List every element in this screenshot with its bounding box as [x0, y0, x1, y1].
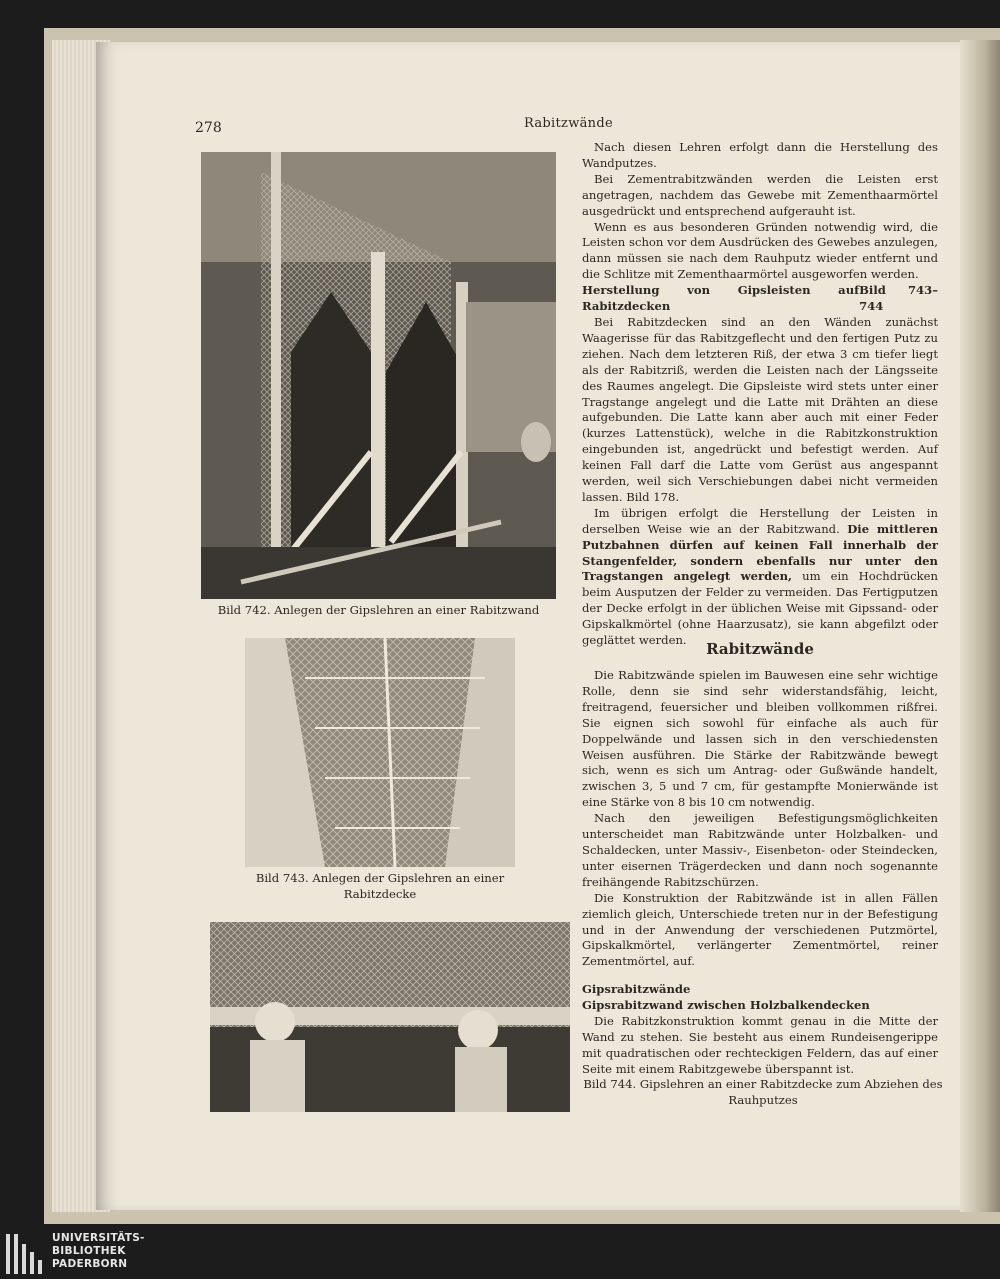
subheading-gipsrabitzwaende: Gipsrabitzwände — [582, 982, 691, 997]
paragraph-9: Die Rabitzkonstruktion kommt genau in die Mitte der Wand zu stehen. Sie besteht aus einem Rundeisengerippe mit quadratischen oder rechteckigen Feldern, das auf einer Seite mit einem Rabitzgewebe überspannt ist. — [582, 1014, 938, 1076]
subheading-gipsleisten-title: Herstellung von Gipsleisten auf Rabitzdecken — [582, 283, 860, 314]
paragraph-4: Bei Rabitzdecken sind an den Wänden zunächst Waagerisse für das Rabitzgeflecht und den fertigen Putz zu ziehen. Nach dem letzteren Riß, der etwa 3 cm tiefer liegt als der Rabitzriß, werden die Leisten nach der Längsseite des Raumes angelegt. Die Gipsleiste wird stets unter einer Tragstange angelegt und die Latte mit Drähten an diese aufgebunden. Die Latte kann aber auch mit einer Feder (kurzes Lattenstück), welche in die Rabitzkonstruktion eingebunden ist, angedrückt und befestigt werden. Auf keinen Fall darf die Latte vom Gerüst aus angespannt werden, weil sich Verschiebungen dabei nicht vermeiden lassen. Bild 178. — [582, 314, 938, 504]
paragraph-8: Die Konstruktion der Rabitzwände ist in allen Fällen ziemlich gleich, Unterschiede treten nur in der Befestigung und in der Anwendung der verschiedenen Putzmörtel, Gipskalkmörtel, verlängerter Zementmörtel, reiner Zementmörtel, auf. — [582, 890, 938, 969]
running-head: Rabitzwände — [524, 116, 613, 131]
photo-742 — [201, 152, 556, 599]
subheading-gipsleisten-ref: Bild 743–744 — [859, 283, 938, 314]
caption-743: Bild 743. Anlegen der Gipslehren an einer Rabitzdecke — [255, 871, 505, 901]
paragraph-7: Nach den jeweiligen Befestigungsmöglichkeiten unterscheidet man Rabitzwände unter Holzbalken- und Schaldecken, unter Massiv-, Eisenbeton- oder Steindecken, unter eisernen Trägerdecken und dann noch sogenannte freihängende Rabitzschürzen. — [582, 811, 938, 889]
logo-line-1: UNIVERSITÄTS- — [52, 1232, 145, 1244]
library-logo-bar — [0, 1226, 1000, 1279]
section-heading: Rabitzwände — [706, 640, 814, 658]
paragraph-1: Nach diesen Lehren erfolgt dann die Herstellung des Wandputzes. — [582, 140, 938, 170]
library-logo-icon — [6, 1234, 44, 1274]
paragraph-5b-bold: Die mittleren Putzbahnen dürfen auf keinen Fall innerhalb der Stangenfelder, sondern ebenfalls nur unter den Tragstangen angelegt werden, — [582, 521, 938, 584]
page-number: 278 — [195, 120, 222, 136]
paragraph-5c: um ein Hochdrücken beim Ausputzen der Felder zu vermeiden. Das Fertigputzen der Decke erfolgt in der üblichen Weise mit Gipssand- oder Gipskalkmörtel (ohne Haarzusatz), sie kann abgefilzt oder geglättet werden. — [582, 569, 939, 648]
paragraph-5a: Im übrigen erfolgt die Herstellung der Leisten in derselben Weise wie an der Rabitzwand. — [582, 505, 938, 536]
paragraph-3: Wenn es aus besonderen Gründen notwendig wird, die Leisten schon vor dem Ausdrücken des Gewebes anzulegen, dann müssen sie nach dem Rauhputz wieder entfernt und die Schlitze mit Zementhaarmörtel ausgeworfen werden. — [582, 219, 938, 282]
library-logo-text — [52, 1232, 145, 1271]
subheading-holzbalkendecken: Gipsrabitzwand zwischen Holzbalkendecken — [582, 998, 870, 1013]
subheading-gipsleisten — [582, 283, 938, 315]
caption-742: Bild 742. Anlegen der Gipslehren an einer Rabitzwand — [217, 603, 540, 617]
logo-line-3: PADERBORN — [52, 1258, 128, 1270]
photo-743 — [245, 638, 515, 867]
paragraph-5 — [582, 506, 938, 649]
caption-744: Bild 744. Gipslehren an einer Rabitzdecke zum Abziehen des Rauhputzes — [583, 1077, 943, 1107]
text-column-top — [582, 140, 938, 649]
text-column-bottom — [582, 668, 938, 1078]
paragraph-6: Die Rabitzwände spielen im Bauwesen eine sehr wichtige Rolle, denn sie sind sehr widerstandsfähig, leicht, freitragend, feuersicher und bleiben vollkommen rißfrei. Sie eignen sich sowohl für einfache als auch für Doppelwände und lassen sich in den verschiedensten Weisen ausführen. Die Stärke der Rabitzwände bewegt sich, wenn es sich um Antrag- oder Gußwände handelt, zwischen 3, 5 und 7 cm, für gestampfte Monierwände ist eine Stärke von 8 bis 10 cm notwendig. — [582, 668, 938, 810]
paragraph-2: Bei Zementrabitzwänden werden die Leisten erst angetragen, nachdem das Gewebe mit Zementhaarmörtel ausgedrückt und entsprechend aufgerauht ist. — [582, 171, 938, 218]
book-gutter — [960, 40, 1000, 1212]
logo-line-2: BIBLIOTHEK — [52, 1245, 126, 1257]
photo-744 — [210, 922, 570, 1112]
